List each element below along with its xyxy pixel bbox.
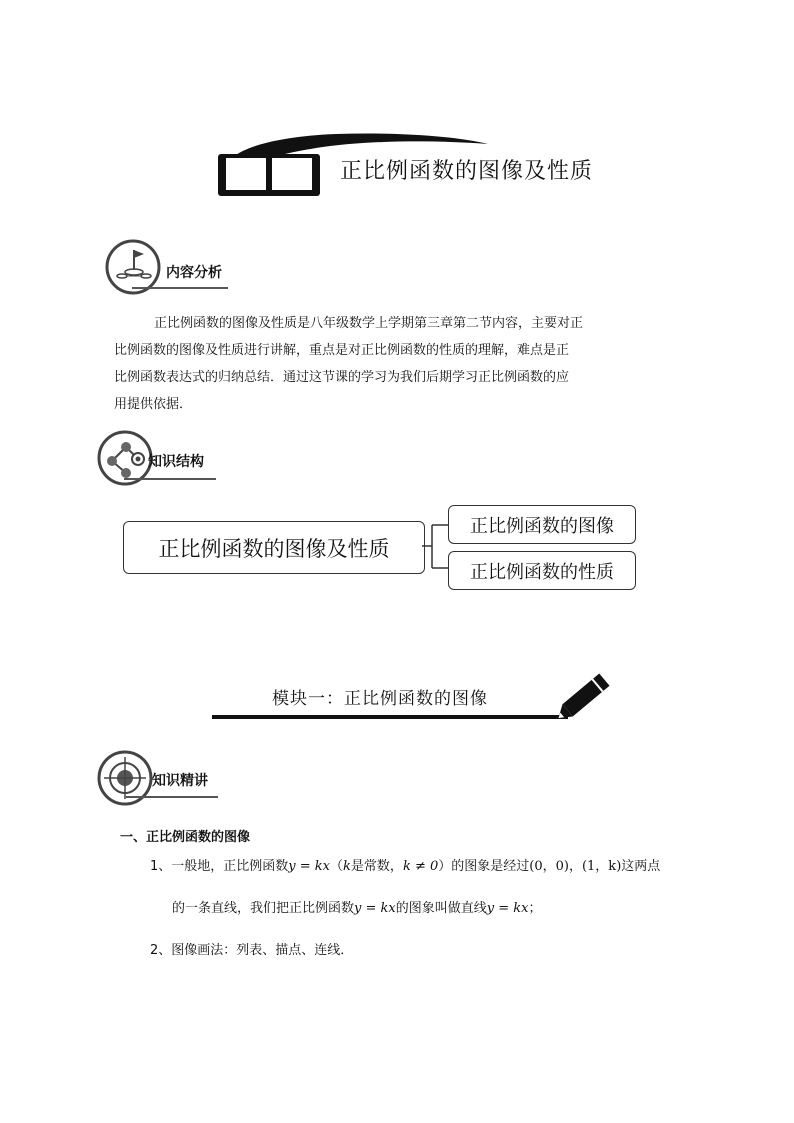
knowledge-heading: 一、正比例函数的图像 [120,830,251,845]
mind-map-root: 正比例函数的图像及性质 [123,521,425,574]
intro-line: 比例函数的图像及性质进行讲解，重点是对正比例函数的性质的理解，难点是正 [114,343,570,358]
module-title: 模块一：正比例函数的图像 [272,689,488,709]
intro-paragraph [114,310,676,418]
section-title-knowledge-structure: 知识结构 [148,454,204,470]
pencil-icon [558,668,614,722]
section-underline [126,796,218,798]
section-title-content-analysis: 内容分析 [166,265,222,281]
page-title: 正比例函数的图像及性质 [340,159,594,184]
section-title-knowledge-explain: 知识精讲 [152,773,208,789]
knowledge-item-1-line-2: 的一条直线，我们把正比例函数y = kx的图象叫做直线y = kx； [172,901,542,916]
knowledge-item-2: 2、图像画法：列表、描点、连线． [150,943,354,958]
intro-line: 正比例函数的图像及性质是八年级数学上学期第三章第二节内容，主要对正 [154,316,584,331]
mind-map-branch: 正比例函数的性质 [448,551,636,590]
module-underline [212,715,568,719]
open-book-icon [214,150,324,200]
target-crosshair-icon [96,749,154,807]
mind-map-branch: 正比例函数的图像 [448,505,636,544]
section-underline [132,287,228,289]
section-underline [124,478,216,480]
intro-line: 用提供依据． [114,397,193,412]
knowledge-item-1-line-1: 1、一般地，正比例函数y = kx（k是常数，k ≠ 0）的图象是经过(0，0)，(1，k)这两点 [150,859,661,874]
intro-line: 比例函数表达式的归纳总结．通过这节课的学习为我们后期学习正比例函数的应 [114,370,570,385]
